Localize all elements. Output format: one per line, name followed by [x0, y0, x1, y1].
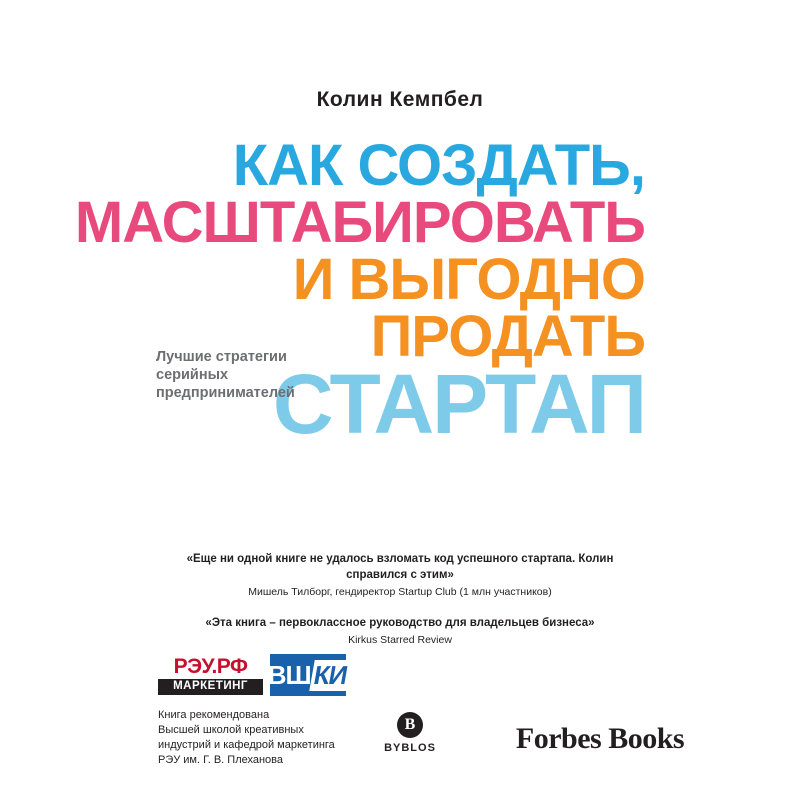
author-name: Колин Кемпбел	[316, 88, 484, 111]
subtitle-line-2: серийных	[156, 367, 229, 384]
recommendation-line-1: Книга рекомендована	[158, 709, 270, 721]
title-line-5: СТАРТАП	[272, 357, 645, 452]
recommendation-line-4: РЭУ им. Г. В. Плеханова	[158, 753, 284, 766]
title-line-3: И ВЫГОДНО	[292, 247, 645, 313]
reu-logo-bottom-text: МАРКЕТИНГ	[158, 679, 263, 695]
subtitle-line-1: Лучшие стратегии	[156, 349, 287, 365]
blurb-attribution-2: Kirkus Starred Review	[348, 633, 452, 646]
recommendation-text	[158, 708, 368, 767]
title-line-2: МАСШТАБИРОВАТЬ	[74, 190, 645, 256]
vshki-logo	[267, 654, 349, 696]
recommendation-line-2: Высшей школой креативных	[158, 723, 304, 736]
recommendation-line-3: индустрий и кафедрой маркетинга	[158, 738, 335, 751]
byblos-publisher-name: BYBLOS	[384, 742, 436, 754]
byblos-emblem-icon: B	[397, 712, 423, 738]
forbes-books-logo: Forbes Books	[515, 722, 685, 755]
blurb-quote-1: «Еще ни одной книге не удалось взломать код успешного стартапа. Колин справился с этим»	[186, 553, 614, 581]
vshki-logo-slash-text: КИ	[309, 660, 351, 691]
blurb-attribution-1: Мишель Тилборг, гендиректор Startup Club (1 млн участников)	[248, 586, 552, 599]
subtitle-line-3: предпринимателей	[156, 385, 295, 402]
title-line-4: ПРОДАТЬ	[370, 304, 645, 370]
vshki-logo-main-text: ВШ	[267, 659, 311, 690]
byblos-logo	[370, 712, 450, 754]
title-line-1: КАК СОЗДАТЬ,	[232, 133, 645, 198]
cover-footer	[0, 650, 800, 800]
reu-logo	[158, 656, 263, 695]
reu-logo-top-text: РЭУ.РФ	[173, 655, 248, 678]
book-title	[0, 133, 800, 452]
blurb-section	[0, 552, 800, 646]
blurb-quote-2: «Эта книга – первоклассное руководство для владельцев бизнеса»	[205, 617, 595, 630]
subtitle	[156, 348, 356, 402]
